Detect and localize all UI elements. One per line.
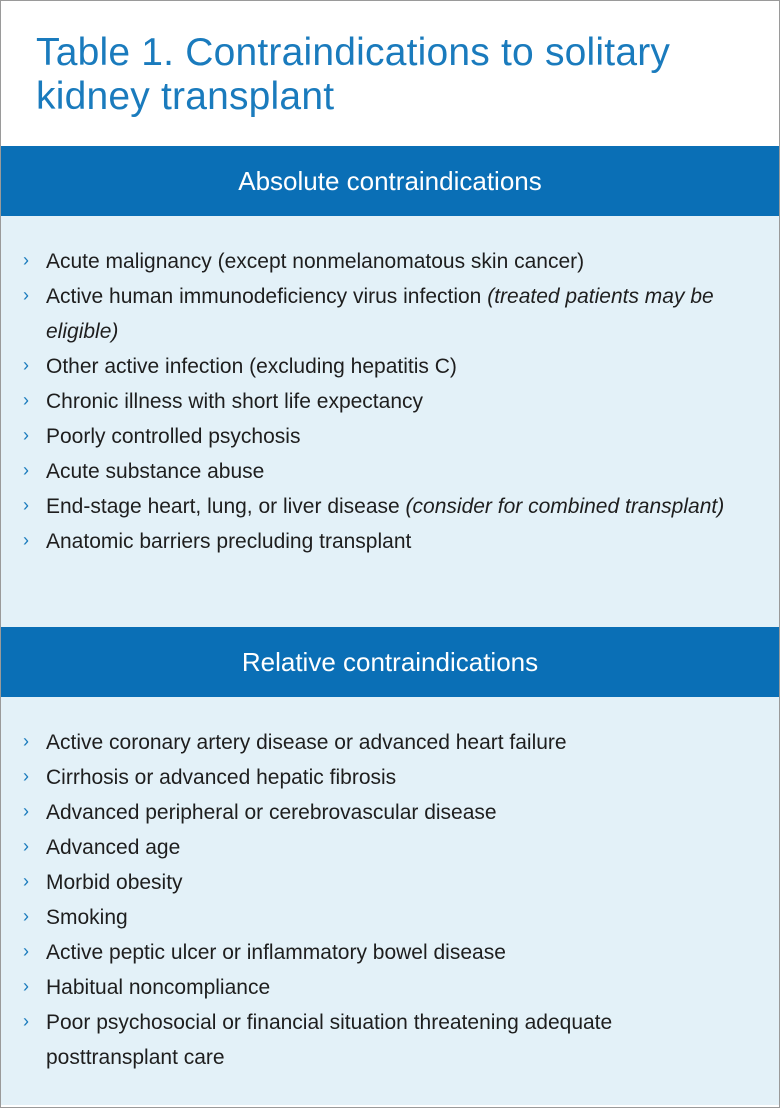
list-item-text: Cirrhosis or advanced hepatic fibrosis xyxy=(46,766,397,789)
list-item-text: End-stage heart, lung, or liver disease xyxy=(46,495,400,518)
list-item-text: Advanced peripheral or cerebrovascular disease xyxy=(46,801,497,824)
list-item-text: Chronic illness with short life expectancy xyxy=(46,390,423,413)
table-title-line-1: Table 1. Contraindications to solitary xyxy=(36,31,671,74)
list-item xyxy=(1,524,779,559)
relative-section-body xyxy=(1,697,779,1105)
table-title-line-2: kidney transplant xyxy=(36,75,335,118)
list-item-text: Active coronary artery disease or advanced heart failure xyxy=(46,731,567,754)
table-title xyxy=(1,1,779,146)
relative-section-header: Relative contraindications xyxy=(1,627,779,697)
chevron-right-icon: › xyxy=(23,731,29,751)
chevron-right-icon: › xyxy=(23,836,29,856)
list-item-text: Anatomic barriers precluding transplant xyxy=(46,530,412,553)
list-item xyxy=(1,900,779,935)
chevron-right-icon: › xyxy=(23,495,29,515)
list-item-text: Morbid obesity xyxy=(46,871,183,894)
chevron-right-icon: › xyxy=(23,390,29,410)
chevron-right-icon: › xyxy=(23,285,29,305)
chevron-right-icon: › xyxy=(23,530,29,550)
chevron-right-icon: › xyxy=(23,976,29,996)
chevron-right-icon: › xyxy=(23,766,29,786)
list-item xyxy=(1,454,779,489)
absolute-contraindications-list xyxy=(1,244,779,559)
chevron-right-icon: › xyxy=(23,425,29,445)
list-item xyxy=(1,384,779,419)
list-item xyxy=(1,830,779,865)
list-item-text: Habitual noncompliance xyxy=(46,976,271,999)
chevron-right-icon: › xyxy=(23,906,29,926)
list-item xyxy=(1,279,779,349)
chevron-right-icon: › xyxy=(23,460,29,480)
chevron-right-icon: › xyxy=(23,941,29,961)
list-item-text: Poor psychosocial or financial situation threatening adequate posttransplant care xyxy=(46,1011,613,1069)
list-item xyxy=(1,935,779,970)
chevron-right-icon: › xyxy=(23,801,29,821)
relative-contraindications-section xyxy=(1,627,779,1105)
chevron-right-icon: › xyxy=(23,871,29,891)
chevron-right-icon: › xyxy=(23,1011,29,1031)
list-item-note: (consider for combined transplant) xyxy=(405,495,725,518)
chevron-right-icon: › xyxy=(23,250,29,270)
list-item-text: Other active infection (excluding hepatitis C) xyxy=(46,355,457,378)
absolute-section-header: Absolute contraindications xyxy=(1,146,779,216)
list-item xyxy=(1,795,779,830)
list-item-text: Smoking xyxy=(46,906,128,929)
list-item xyxy=(1,970,779,1005)
list-item-text: Active human immunodeficiency virus infection xyxy=(46,285,482,308)
list-item-text: Acute substance abuse xyxy=(46,460,265,483)
list-item xyxy=(1,244,779,279)
list-item-text: Poorly controlled psychosis xyxy=(46,425,301,448)
list-item xyxy=(1,725,779,760)
list-item xyxy=(1,419,779,454)
list-item xyxy=(1,865,779,900)
list-item-note: (treated patients may be eligible) xyxy=(46,285,714,343)
list-item-text: Active peptic ulcer or inflammatory bowel disease xyxy=(46,941,506,964)
relative-contraindications-list xyxy=(1,725,779,1075)
list-item xyxy=(1,349,779,384)
list-item xyxy=(1,1005,779,1075)
list-item xyxy=(1,760,779,795)
list-item-text: Acute malignancy (except nonmelanomatous skin cancer) xyxy=(46,250,585,273)
list-item-text: Advanced age xyxy=(46,836,181,859)
chevron-right-icon: › xyxy=(23,355,29,375)
absolute-section-body xyxy=(1,216,779,627)
list-item xyxy=(1,489,779,524)
absolute-contraindications-section xyxy=(1,146,779,627)
